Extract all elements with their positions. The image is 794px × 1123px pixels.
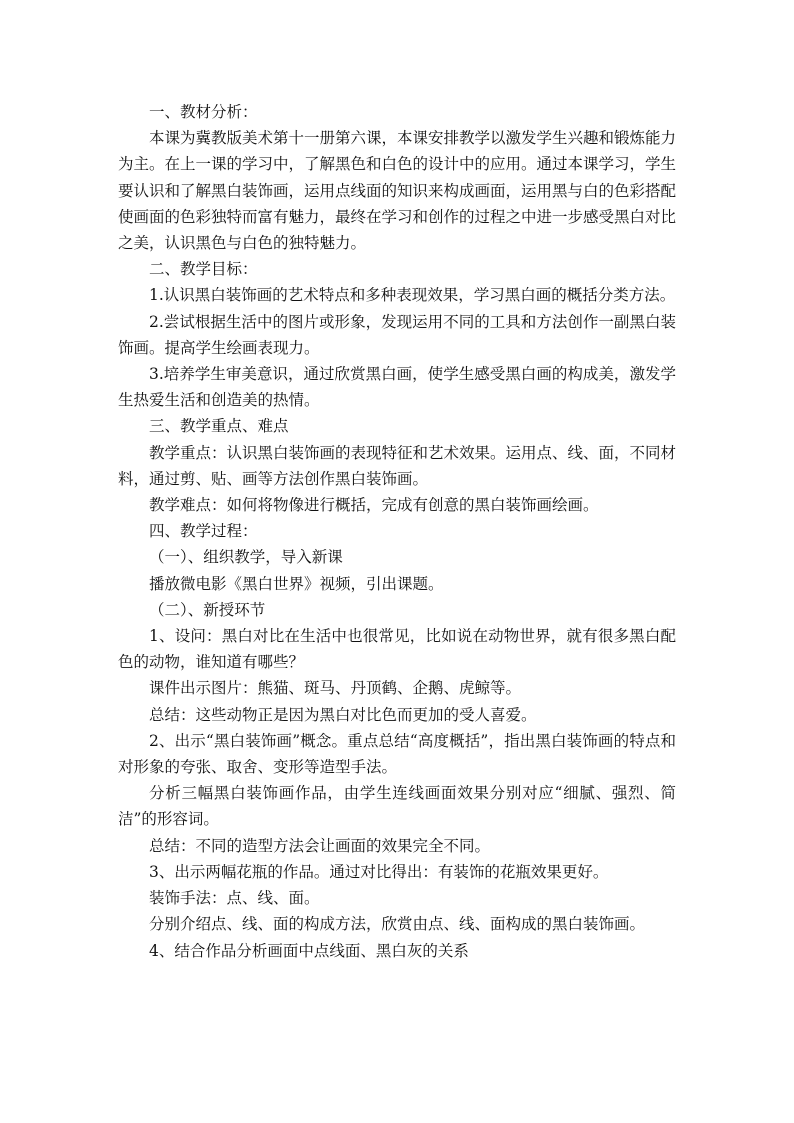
goal-item-2: 2.尝试根据生活中的图片或形象，发现运用不同的工具和方法创作一副黑白装饰画。提高学生绘画表现力。: [118, 312, 676, 357]
step-3-introduction: 分别介绍点、线、面的构成方法，欣赏由点、线、面构成的黑白装饰画。: [149, 915, 646, 934]
step-1-summary: 总结：这些动物正是因为黑白对比色而更加的受人喜爱。: [149, 705, 537, 724]
subsection-heading-2: （二）、新授环节: [149, 600, 266, 619]
goal-item-1: 1.认识黑白装饰画的艺术特点和多种表现效果，学习黑白画的概括分类方法。: [149, 286, 676, 305]
step-1-images: 课件出示图片：熊猫、斑马、丹顶鹤、企鹅、虎鲸等。: [149, 679, 522, 698]
paragraph-difficulty: 教学难点：如何将物像进行概括，完成有创意的黑白装饰画绘画。: [149, 496, 599, 515]
goal-item-3: 3.培养学生审美意识，通过欣赏黑白画，使学生感受黑白画的构成美，激发学生热爱生活和创造美的热情。: [118, 365, 676, 410]
step-3-techniques: 装饰手法：点、线、面。: [149, 889, 320, 908]
paragraph-key-point: 教学重点：认识黑白装饰画的表现特征和艺术效果。运用点、线、面，不同材料，通过剪、贴、画等方法创作黑白装饰画。: [118, 443, 677, 488]
step-3-vases: 3、出示两幅花瓶的作品。通过对比得出：有装饰的花瓶效果更好。: [149, 862, 609, 881]
paragraph-material-analysis: 本课为冀教版美术第十一册第六课，本课安排教学以激发学生兴趣和锻炼能力为主。在上一课的学习中，了解黑色和白色的设计中的应用。通过本课学习，学生要认识和了解黑白装饰画，运用点线面的知识来构成画面，运用黑与白的色彩搭配使画面的色彩独特而富有魅力，最终在学习和创作的过程之中进一步感受黑白对比之美，认识黑色与白色的独特魅力。: [118, 129, 677, 253]
section-heading-teaching-goals: 二、教学目标：: [149, 260, 258, 279]
step-4-analysis: 4、结合作品分析画面中点线面、黑白灰的关系: [149, 941, 469, 960]
step-1-question: 1、设问：黑白对比在生活中也很常见，比如说在动物世界，就有很多黑白配色的动物，谁知道有哪些？: [118, 627, 676, 672]
step-2-concept: 2、出示“黑白装饰画”概念。重点总结“高度概括”，指出黑白装饰画的特点和对形象的夸张、取舍、变形等造型手法。: [118, 731, 676, 777]
subsection-heading-1: （一）、组织教学，导入新课: [149, 548, 343, 567]
section-heading-material-analysis: 一、教材分析：: [149, 103, 258, 121]
section-heading-key-points: 三、教学重点、难点: [149, 417, 289, 436]
section-heading-teaching-process: 四、教学过程：: [149, 522, 258, 541]
paragraph-video: 播放微电影《黑白世界》视频，引出课题。: [149, 574, 444, 593]
document-body: [118, 99, 676, 964]
step-2-summary: 总结：不同的造型方法会让画面的效果完全不同。: [149, 836, 491, 855]
step-2-analysis: 分析三幅黑白装饰画作品，由学生连线画面效果分别对应“细腻、强烈、简洁”的形容词。: [118, 784, 676, 829]
